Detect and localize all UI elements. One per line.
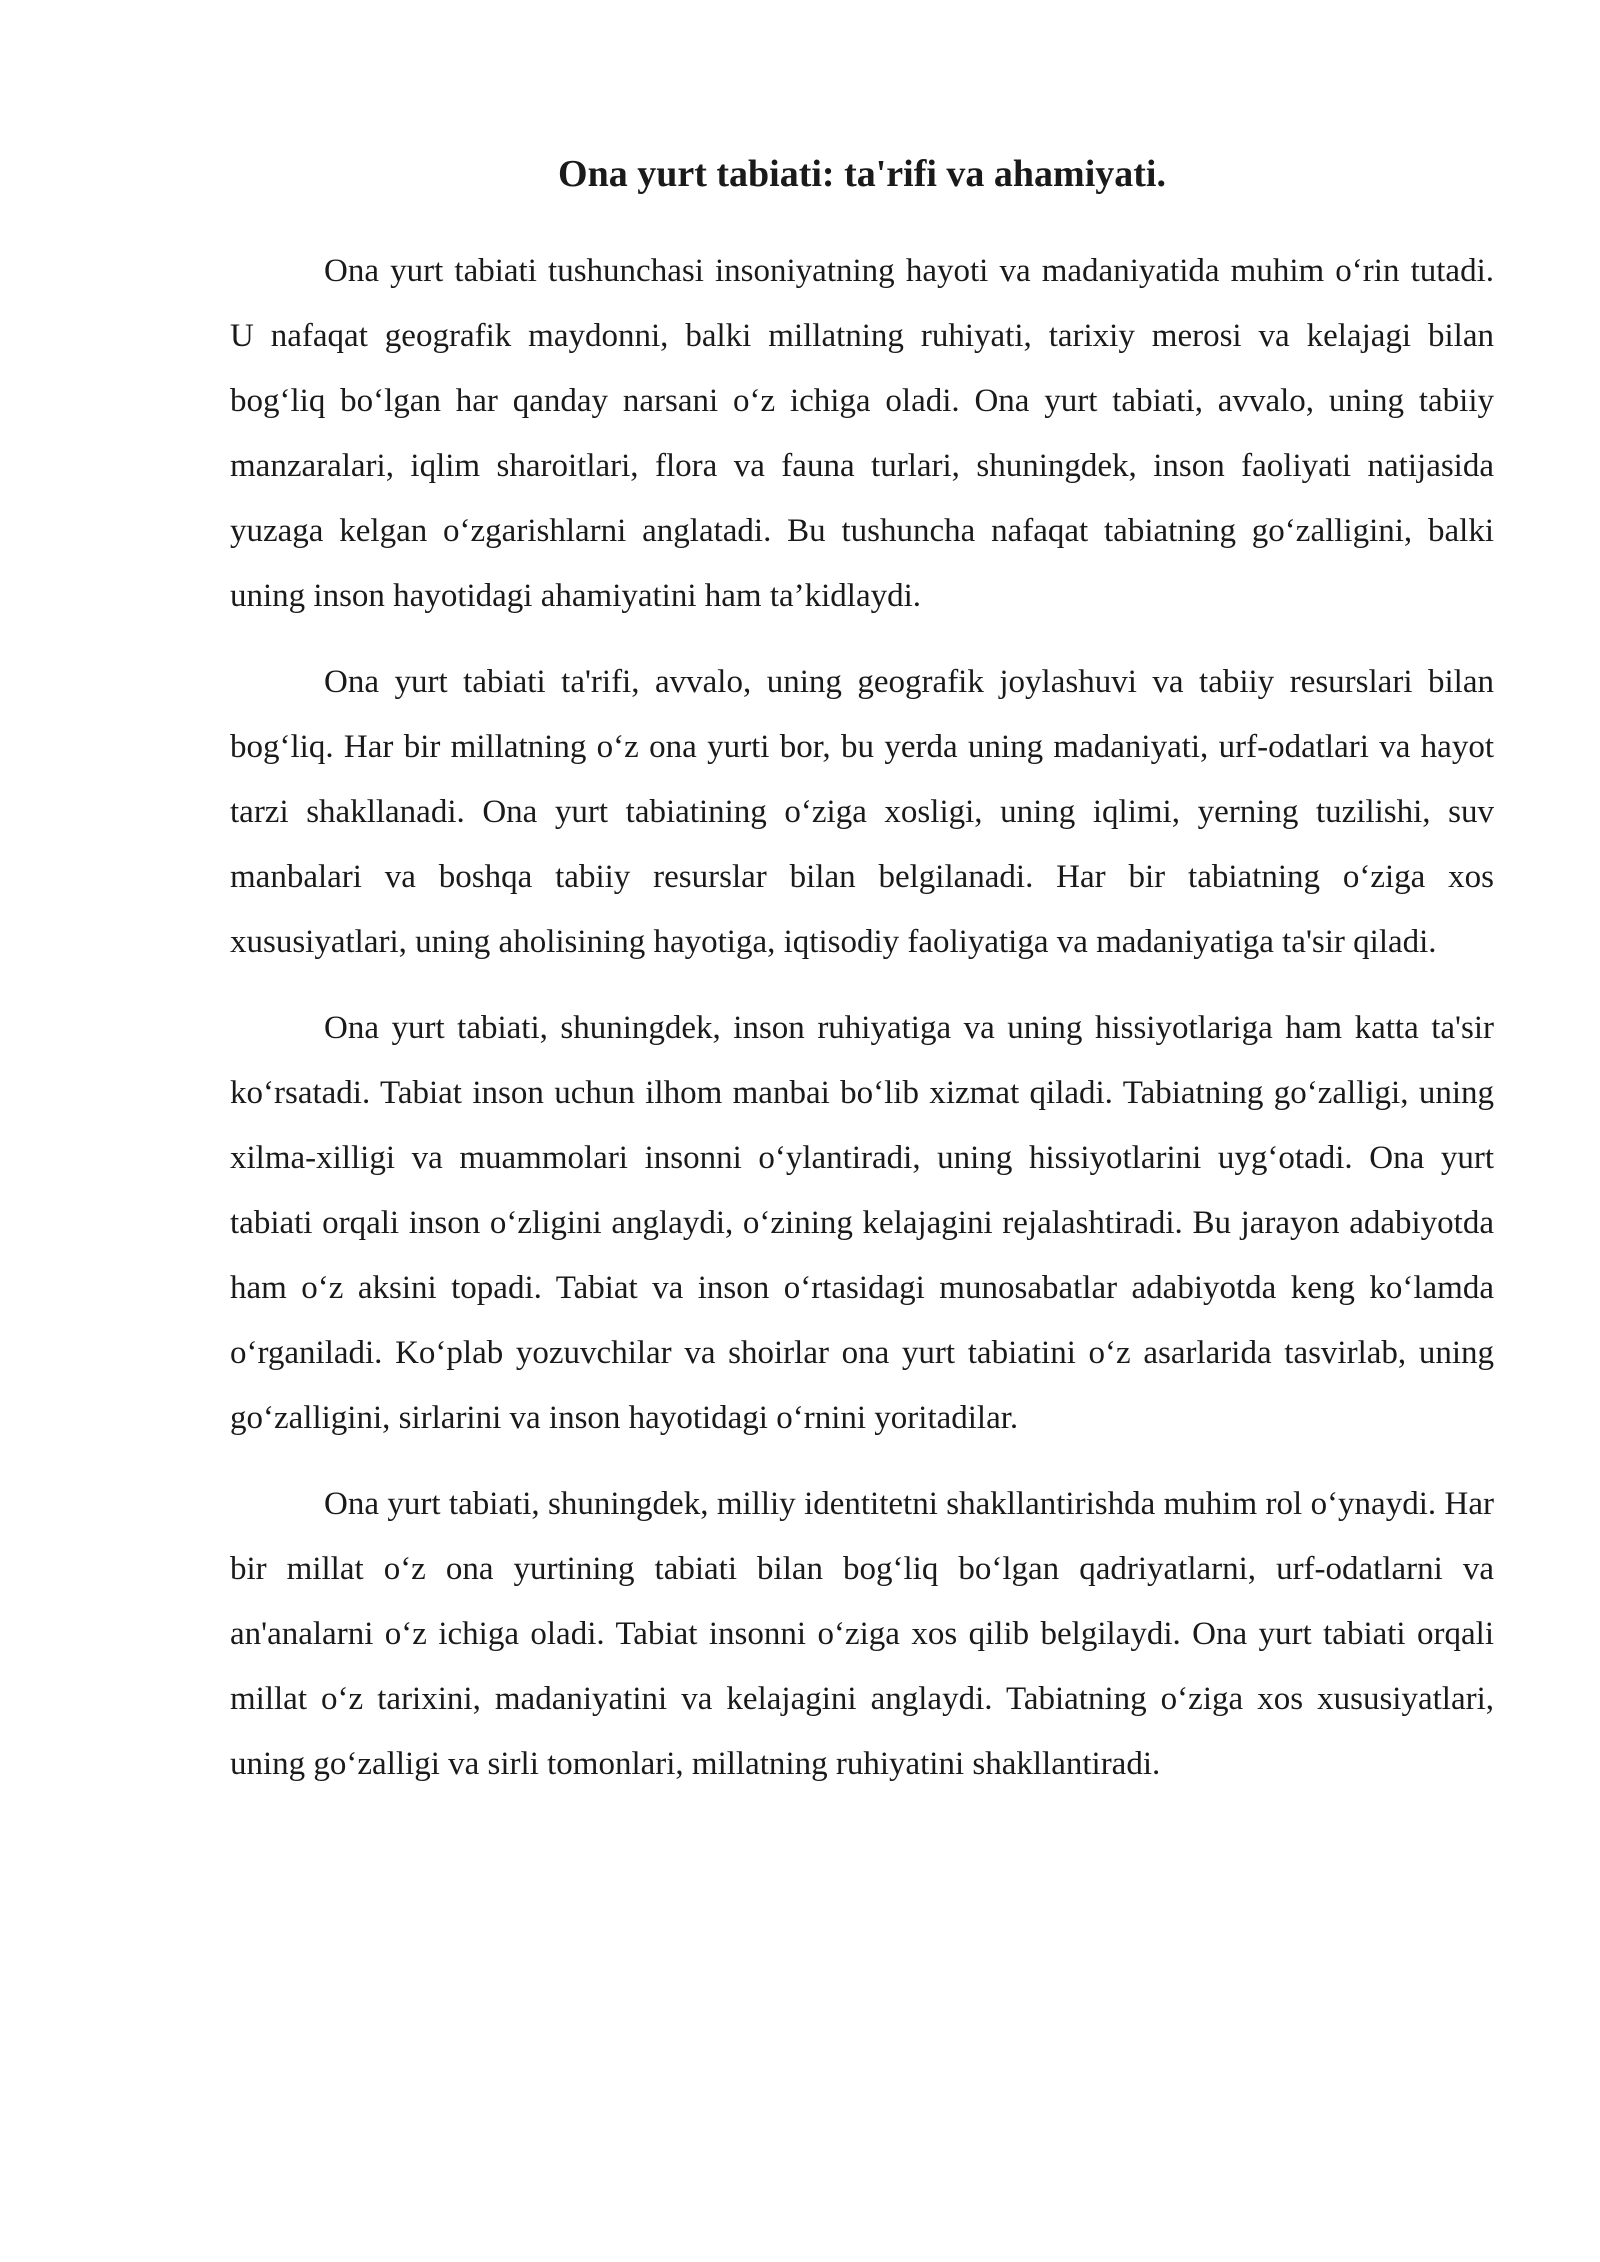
document-body [230,150,1494,1818]
paragraph-1: Ona yurt tabiati tushunchasi insoniyatning hayoti va madaniyatida muhim o‘rin tutadi. U nafaqat geografik maydonni, balki millatning ruhiyati, tarixiy merosi va kelajagi bilan bog‘liq bo‘lgan har qanday narsani o‘z ichiga oladi. Ona yurt tabiati, avvalo, uning tabiiy manzaralari, iqlim sharoitlari, flora va fauna turlari, shuningdek, inson faoliyati natijasida yuzaga kelgan o‘zgarishlarni anglatadi. Bu tushuncha nafaqat tabiatning go‘zalligini, balki uning inson hayotidagi ahamiyatini ham ta’kidlaydi. [230,253,1494,615]
paragraph-2: Ona yurt tabiati ta'rifi, avvalo, uning geografik joylashuvi va tabiiy resurslari bilan bog‘liq. Har bir millatning o‘z ona yurti bor, bu yerda uning madaniyati, urf-odatlari va hayot tarzi shakllanadi. Ona yurt tabiatining o‘ziga xosligi, uning iqlimi, yerning tuzilishi, suv manbalari va boshqa tabiiy resurslar bilan belgilanadi. Har bir tabiatning o‘ziga xos xususiyatlari, uning aholisining hayotiga, iqtisodiy faoliyatiga va madaniyatiga ta'sir qiladi. [230,664,1494,961]
paragraph-4: Ona yurt tabiati, shuningdek, milliy identitetni shakllantirishda muhim rol o‘ynaydi. Har bir millat o‘z ona yurtining tabiati bilan bog‘liq bo‘lgan qadriyatlarni, urf-odatlarni va an'analarni o‘z ichiga oladi. Tabiat insonni o‘ziga xos qilib belgilaydi. Ona yurt tabiati orqali millat o‘z tarixini, madaniyatini va kelajagini anglaydi. Tabiatning o‘ziga xos xususiyatlari, uning go‘zalligi va sirli tomonlari, millatning ruhiyatini shakllantiradi. [230,1486,1494,1783]
document-title: Ona yurt tabiati: ta'rifi va ahamiyati. [558,153,1166,195]
paragraph-3: Ona yurt tabiati, shuningdek, inson ruhiyatiga va uning hissiyotlariga ham katta ta'sir ko‘rsatadi. Tabiat inson uchun ilhom manbai bo‘lib xizmat qiladi. Tabiatning go‘zalligi, uning xilma-xilligi va muammolari insonni o‘ylantiradi, uning hissiyotlarini uyg‘otadi. Ona yurt tabiati orqali inson o‘zligini anglaydi, o‘zining kelajagini rejalashtiradi. Bu jarayon adabiyotda ham o‘z aksini topadi. Tabiat va inson o‘rtasidagi munosabatlar adabiyotda keng ko‘lamda o‘rganiladi. Ko‘plab yozuvchilar va shoirlar ona yurt tabiatini o‘z asarlarida tasvirlab, uning go‘zalligini, sirlarini va inson hayotidagi o‘rnini yoritadilar. [230,1010,1494,1437]
